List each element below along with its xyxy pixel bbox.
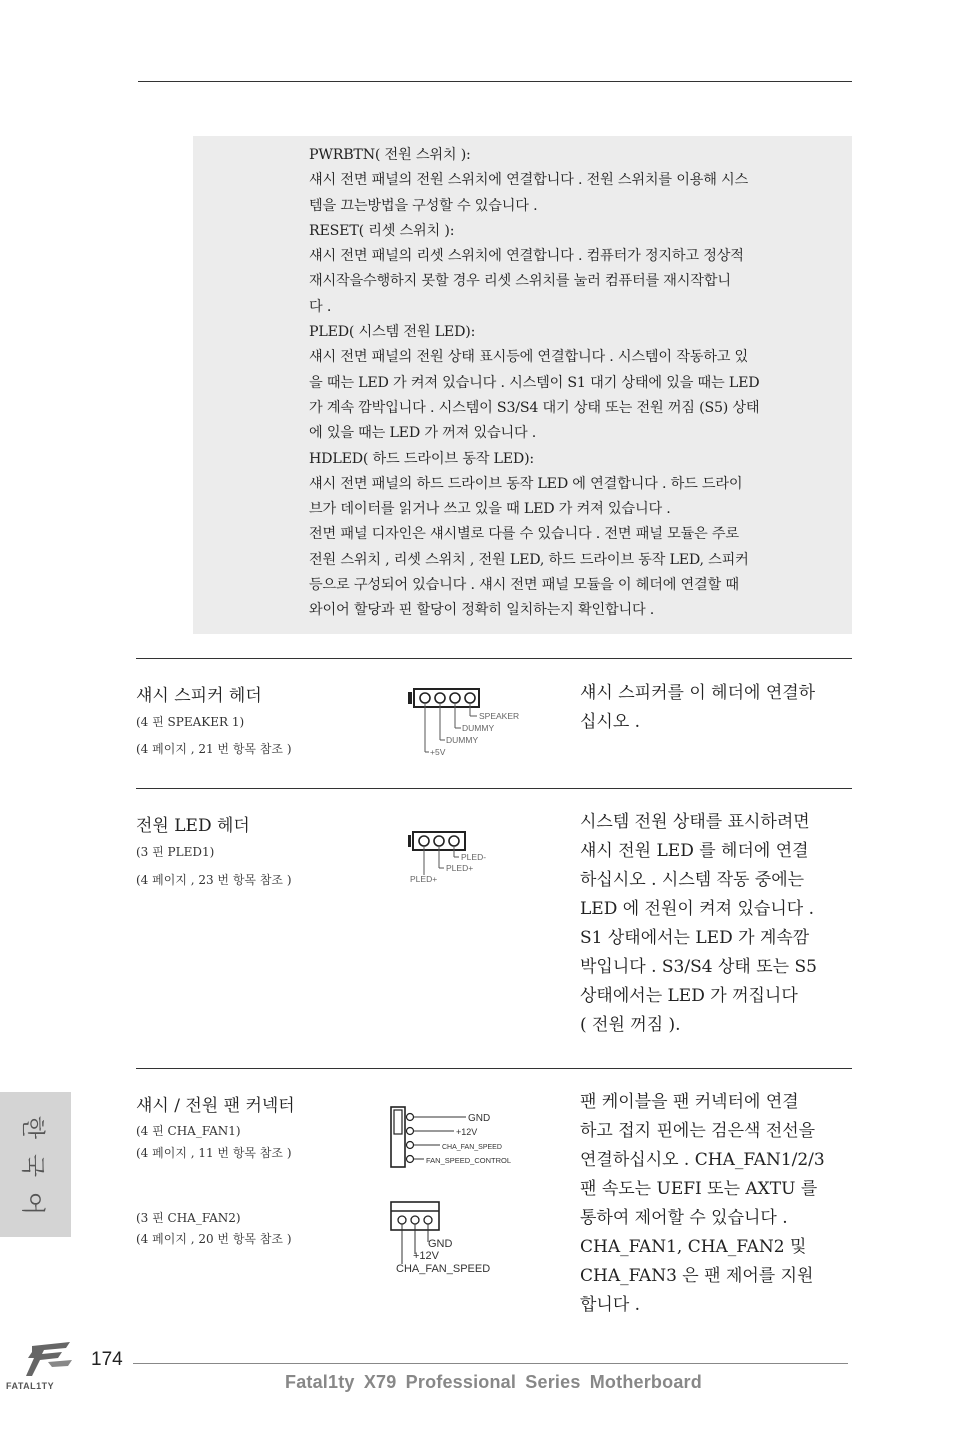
language-tab-char: 국 — [19, 1153, 47, 1178]
pled-desc-line: 시스템 전원 상태를 표시하려면 — [580, 812, 810, 832]
note-line: 섀시 전면 패널의 하드 드라이브 동작 LED 에 연결합니다 . 하드 드라이 — [309, 475, 743, 492]
fatal1ty-logo-icon — [22, 1340, 78, 1380]
fan2-diagram-label-3: CHA_FAN_SPEED — [396, 1263, 491, 1275]
fan-desc-line: 통하여 제어할 수 있습니다 . — [580, 1208, 788, 1228]
fan-desc-line: 팬 케이블을 팬 커넥터에 연결 — [580, 1092, 799, 1112]
fan1-diagram-label-2: +12V — [456, 1127, 478, 1137]
speaker-ref: (4 페이지 , 21 번 항목 참조 ) — [136, 742, 292, 756]
pled-ref: (4 페이지 , 23 번 항목 참조 ) — [136, 873, 292, 887]
section-divider-speaker — [136, 658, 852, 659]
note-line: 섀시 전면 패널의 전원 스위치에 연결합니다 . 전원 스위치를 이용해 시스 — [309, 172, 749, 189]
speaker-desc-line: 섀시 스피커를 이 헤더에 연결하 — [580, 683, 816, 703]
cha-fan2-diagram — [388, 1198, 513, 1278]
note-line: PLED( 시스템 전원 LED): — [309, 324, 476, 341]
note-line: 가 계속 깜박입니다 . 시스템이 S3/S4 대기 상태 또는 전원 꺼짐 (S5) 상태 — [309, 399, 760, 416]
fan-desc-line: CHA_FAN1, CHA_FAN2 및 — [580, 1237, 807, 1257]
fan-description — [580, 1088, 855, 1320]
speaker-pins: (4 핀 SPEAKER 1) — [136, 715, 245, 729]
pled-header-diagram — [405, 828, 505, 884]
note-text — [309, 143, 854, 624]
language-tab-char: 어 — [19, 1191, 47, 1216]
speaker-title: 섀시 스피커 헤더 — [136, 686, 262, 706]
note-line: 와이어 할당과 핀 할당이 정확히 일치하는지 확인합니다 . — [309, 602, 655, 619]
fan2-ref: (4 페이지 , 20 번 항목 참조 ) — [136, 1232, 292, 1246]
fan1-diagram-label-4: FAN_SPEED_CONTROL — [426, 1156, 512, 1165]
pled-description — [580, 808, 855, 1040]
pled-desc-line: S1 상태에서는 LED 가 계속깜 — [580, 928, 810, 948]
note-line: 브가 데이터를 읽거나 쓰고 있을 때 LED 가 켜져 있습니다 . — [309, 501, 671, 518]
speaker-diagram-label-3: DUMMY — [446, 735, 479, 745]
speaker-description — [580, 679, 855, 737]
note-line: 섀시 전면 패널의 리셋 스위치에 연결합니다 . 컴퓨터가 정지하고 정상적 — [309, 248, 744, 265]
fan-desc-line: 연결하십시오 . CHA_FAN1/2/3 — [580, 1150, 825, 1170]
page-number: 174 — [91, 1349, 123, 1370]
fatal1ty-logo-text: FATAL1TY — [6, 1381, 55, 1391]
fan1-ref: (4 페이지 , 11 번 항목 참조 ) — [136, 1146, 292, 1160]
pled-desc-line: ( 전원 꺼짐 ). — [580, 1015, 681, 1035]
note-line: 에 있을 때는 LED 가 꺼져 있습니다 . — [309, 425, 537, 442]
note-line: 섀시 전면 패널의 전원 상태 표시등에 연결합니다 . 시스템이 작동하고 있 — [309, 349, 749, 366]
fan1-pins: (4 핀 CHA_FAN1) — [136, 1124, 241, 1138]
pled-pins: (3 핀 PLED1) — [136, 845, 215, 859]
footer-rule — [133, 1363, 848, 1364]
section-divider-pled — [136, 788, 852, 789]
speaker-diagram-label-1: SPEAKER — [479, 711, 520, 721]
note-line: 재시작을수행하지 못할 경우 리셋 스위치를 눌러 컴퓨터를 재시작합니 — [309, 273, 731, 290]
pled-desc-line: 섀시 전원 LED 를 헤더에 연결 — [580, 841, 809, 861]
section-divider-fan — [136, 1068, 852, 1069]
pled-desc-line: 박입니다 . S3/S4 상태 또는 S5 — [580, 957, 817, 977]
pled-diagram-label-2: PLED+ — [446, 863, 474, 873]
language-side-tab — [0, 1092, 71, 1237]
speaker-header-diagram — [405, 686, 535, 762]
note-line: RESET( 리셋 스위치 ): — [309, 222, 455, 239]
fan-desc-line: CHA_FAN3 은 팬 제어를 지원 — [580, 1266, 814, 1286]
pled-title: 전원 LED 헤더 — [136, 816, 250, 836]
note-line: 을 때는 LED 가 켜져 있습니다 . 시스템이 S1 대기 상태에 있을 때는 LED — [309, 374, 760, 391]
speaker-desc-line: 십시오 . — [580, 712, 641, 732]
fan2-pins: (3 핀 CHA_FAN2) — [136, 1211, 241, 1225]
language-tab-char: 한 — [19, 1115, 47, 1140]
note-line: 템을 끄는방법을 구성할 수 있습니다 . — [309, 197, 538, 214]
speaker-diagram-label-4: +5V — [430, 747, 446, 757]
fan-desc-line: 하고 접지 핀에는 검은색 전선을 — [580, 1121, 816, 1141]
pled-diagram-label-1: PLED- — [461, 852, 487, 862]
cha-fan1-diagram — [388, 1105, 538, 1171]
note-line: PWRBTN( 전원 스위치 ): — [309, 147, 471, 163]
pled-desc-line: 상태에서는 LED 가 꺼집니다 — [580, 986, 798, 1006]
fan-desc-line: 합니다 . — [580, 1295, 641, 1315]
note-line: HDLED( 하드 드라이브 동작 LED): — [309, 450, 534, 467]
fan1-diagram-label-1: GND — [468, 1113, 491, 1124]
pled-desc-line: LED 에 전원이 켜져 있습니다 . — [580, 899, 814, 919]
note-line: 등으로 구성되어 있습니다 . 섀시 전면 패널 모듈을 이 헤더에 연결할 때 — [309, 577, 739, 594]
fan2-diagram-label-2: +12V — [413, 1250, 439, 1262]
note-line: 다 . — [309, 298, 332, 315]
fan-title: 섀시 / 전원 팬 커넥터 — [136, 1096, 295, 1116]
pled-desc-line: 하십시오 . 시스템 작동 중에는 — [580, 870, 805, 890]
fan1-diagram-label-3: CHA_FAN_SPEED — [442, 1144, 502, 1151]
fan2-diagram-label-1: GND — [428, 1238, 453, 1250]
footer-title: Fatal1ty X79 Professional Series Motherboard — [285, 1372, 702, 1392]
top-rule — [138, 81, 852, 82]
speaker-diagram-label-2: DUMMY — [462, 723, 495, 733]
note-line: 전면 패널 디자인은 섀시별로 다를 수 있습니다 . 전면 패널 모듈은 주로 — [309, 526, 739, 543]
pled-diagram-label-3: PLED+ — [410, 874, 438, 884]
fan-desc-line: 팬 속도는 UEFI 또는 AXTU 를 — [580, 1179, 818, 1199]
note-line: 전원 스위치 , 리셋 스위치 , 전원 LED, 하드 드라이브 동작 LED, 스피커 — [309, 551, 749, 568]
